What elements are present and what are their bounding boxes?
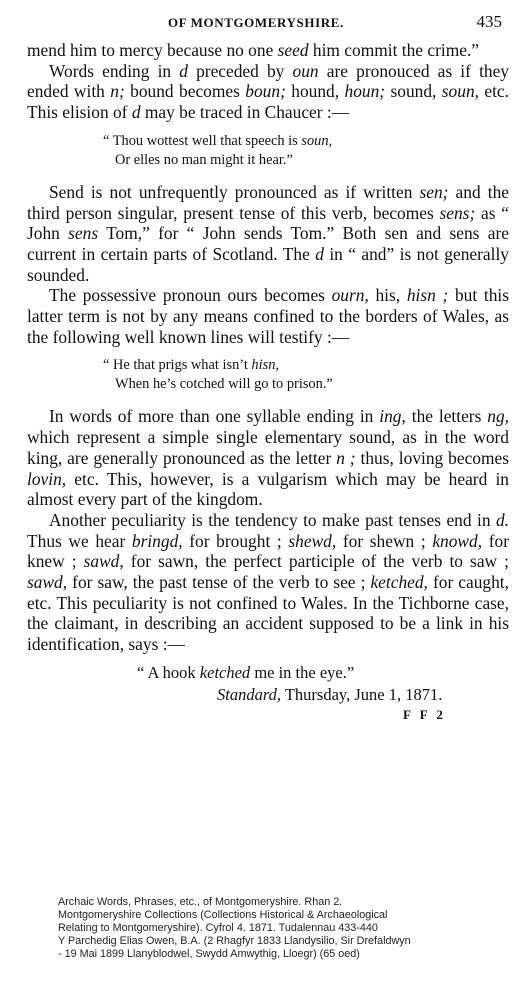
paragraph-p1 <box>27 61 509 123</box>
text-run: sound, <box>385 81 442 102</box>
italic-term: d <box>315 243 324 264</box>
paragraph-p3 <box>27 285 509 347</box>
text-run: Another peculiarity is the tendency to make past tenses end in <box>49 509 496 530</box>
italic-term: oun <box>292 60 319 81</box>
italic-term: n; <box>110 81 125 102</box>
italic-term: n ; <box>336 447 356 468</box>
text-run: Thus we hear <box>27 530 132 551</box>
quote-line <box>103 132 509 151</box>
italic-term: d. <box>495 509 509 530</box>
text-run: which represent a simple single elementary sound, as in the word king, are generally pronounced as the letter <box>27 427 509 468</box>
italic-term: d <box>179 60 188 81</box>
quote-line: When he’s cotched will go to prison.” <box>115 376 333 393</box>
signature-mark: F F 2 <box>403 706 446 722</box>
rhyme-quote <box>103 356 509 394</box>
paragraph-p5 <box>27 510 509 655</box>
italic-term: ng, <box>487 406 510 427</box>
text-run: bound becomes <box>124 81 246 102</box>
text-run: for caught, etc. This peculiarity is not confined to Wales. In the Tichborne case, the claimant, in describing an accident supposed to be a link in his identification, says :— <box>27 572 509 655</box>
quote-text: “ A hook <box>137 662 200 682</box>
text-run: him commit the crime.” <box>308 40 480 60</box>
text-run: In words of more than one syllable ending in <box>49 406 380 427</box>
text-run: may be traced in Chaucer :— <box>140 102 350 123</box>
text-run: but this latter term is not by any means confined to the borders of Wales, as the following well known lines will testify :— <box>27 285 509 347</box>
caption-line: Montgomeryshire Collections (Collections Historical & Archaeological <box>58 909 388 921</box>
italic-term: sens <box>68 223 99 244</box>
running-title: OF MONTGOMERYSHIRE. <box>168 15 344 30</box>
text-run: thus, loving becomes <box>355 447 509 468</box>
text-run: hound, <box>285 81 345 102</box>
text-run: for shewn ; <box>336 530 433 551</box>
quote-line: Or elles no man might it hear.” <box>115 151 293 168</box>
attribution-date: Thursday, June 1, 1871. <box>281 684 443 704</box>
text-run: The possessive pronoun ours becomes <box>49 285 332 306</box>
quote-attribution <box>217 685 509 705</box>
text-run: Words ending in <box>49 60 180 81</box>
text-run: the letters <box>405 406 488 427</box>
italic-term: ourn, <box>331 285 369 306</box>
italic-term: knowd, <box>432 530 483 551</box>
italic-term: ing, <box>379 406 406 427</box>
italic-term: ketched, <box>370 572 428 593</box>
text-run: Send is not unfrequently pronounced as if written <box>49 181 420 202</box>
quote-italic: hisn, <box>251 357 280 374</box>
quote-text: me in the eye.” <box>250 662 355 682</box>
caption-line: - 19 Mai 1899 Llanyblodwel, Swydd Amwythig, Lloegr) (65 oed) <box>58 948 360 960</box>
text-run: his, <box>368 285 407 306</box>
italic-term: sen; <box>419 181 449 202</box>
text-run: as “ John <box>27 202 510 244</box>
paragraph-p0 <box>27 40 509 61</box>
quote-italic: soun, <box>301 132 333 149</box>
italic-term: houn; <box>344 81 386 102</box>
text-run: mend him to mercy because no one <box>27 40 278 60</box>
paragraph-group-2 <box>27 182 509 348</box>
text-run: for saw, the past tense of the verb to see ; <box>67 572 371 593</box>
paragraph-p2 <box>27 182 509 286</box>
italic-term: seed <box>277 40 309 60</box>
running-header <box>0 12 526 34</box>
italic-term: hisn ; <box>406 285 449 306</box>
paragraph-p4 <box>27 406 509 510</box>
chaucer-quote <box>103 132 509 170</box>
text-run: for knew ; <box>27 530 509 572</box>
italic-term: bringd, <box>131 530 183 551</box>
quote-text: “ Thou wottest well that speech is <box>103 132 302 149</box>
page-body <box>27 40 509 723</box>
source-caption <box>58 896 478 961</box>
text-run: etc. This, however, is a vulgarism which may be heard in almost every part of the kingdom. <box>27 468 509 510</box>
paragraph-group-1 <box>27 40 509 123</box>
quote-italic: ketched <box>199 662 251 682</box>
quote-line <box>103 356 509 375</box>
text-run: are pronouced as if they ended with <box>27 60 510 102</box>
text-run: in “ and” is not generally sounded. <box>27 243 509 285</box>
italic-term: sens; <box>439 202 476 223</box>
attribution-source: Standard, <box>217 684 282 704</box>
text-run: and the third person singular, present tense of this verb, becomes <box>27 181 509 223</box>
text-run: for brought ; <box>182 530 289 551</box>
italic-term: d <box>131 102 141 123</box>
italic-term: lovin, <box>27 468 67 489</box>
paragraph-group-3 <box>27 406 509 654</box>
text-run: for sawn, the perfect participle of the verb to saw ; <box>123 551 509 572</box>
italic-term: sawd, <box>83 551 124 572</box>
quote-text: “ He that prigs what isn’t <box>103 357 252 374</box>
italic-term: soun, <box>441 81 479 102</box>
caption-line: Archaic Words, Phrases, etc., of Montgomeryshire. Rhan 2. <box>58 896 343 908</box>
caption-line: Relating to Montgomeryshire). Cyfrol 4. 1871. Tudalennau 433-440 <box>58 922 378 934</box>
italic-term: shewd, <box>288 530 337 551</box>
text-run: preceded by <box>187 60 293 81</box>
italic-term: sawd, <box>27 572 68 593</box>
text-run: Tom,” for “ John sends Tom.” Both sen and sens are current in certain parts of Scotland. The <box>27 223 509 264</box>
text-run: etc. This elision of <box>27 81 510 123</box>
italic-term: boun; <box>245 81 286 102</box>
page-number: 435 <box>476 12 502 31</box>
tichborne-quote <box>137 663 509 683</box>
caption-line: Y Parchedig Elias Owen, B.A. (2 Rhagfyr 1833 Llandysilio, Sir Drefaldwyn <box>58 935 411 947</box>
